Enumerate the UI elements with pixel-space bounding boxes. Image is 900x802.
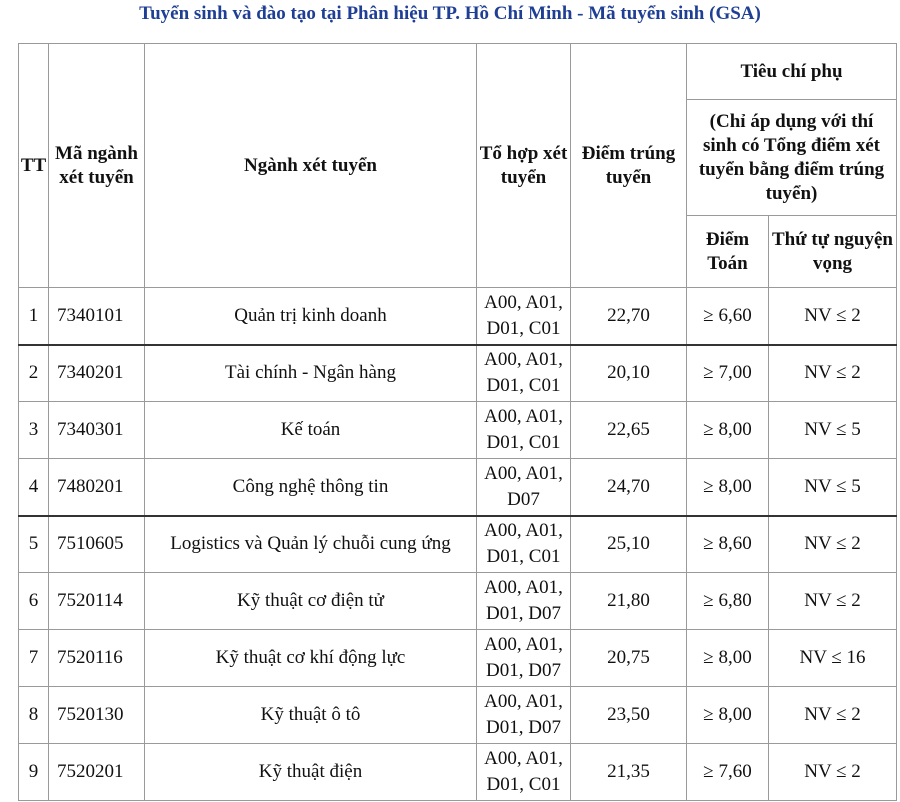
cell-math: ≥ 8,00 xyxy=(687,630,769,687)
cell-name: Tài chính - Ngân hàng xyxy=(145,345,477,402)
header-tt: TT xyxy=(19,44,49,288)
cell-score: 20,75 xyxy=(571,630,687,687)
combo-line: A00, A01, xyxy=(484,634,563,655)
cell-math: ≥ 8,00 xyxy=(687,402,769,459)
cell-tt: 7 xyxy=(19,630,49,687)
combo-line: D01, D07 xyxy=(486,717,561,738)
table-body xyxy=(19,288,897,801)
table-row xyxy=(19,744,897,801)
table-row xyxy=(19,516,897,573)
cell-tt: 3 xyxy=(19,402,49,459)
combo-line: D01, C01 xyxy=(486,546,561,568)
table-row xyxy=(19,573,897,630)
header-combo: Tổ hợp xét tuyển xyxy=(477,44,571,288)
cell-code: 7340101 xyxy=(49,288,145,345)
cell-combo xyxy=(477,744,571,801)
cell-combo xyxy=(477,516,571,573)
cell-score: 21,35 xyxy=(571,744,687,801)
cell-order: NV ≤ 2 xyxy=(769,516,897,573)
cell-order: NV ≤ 2 xyxy=(769,288,897,345)
cell-score: 23,50 xyxy=(571,687,687,744)
header-name: Ngành xét tuyển xyxy=(145,44,477,288)
cell-code: 7520130 xyxy=(49,687,145,744)
header-order: Thứ tự nguyện vọng xyxy=(769,216,897,288)
cell-combo xyxy=(477,687,571,744)
cell-name: Kỹ thuật cơ khí động lực xyxy=(145,630,477,687)
cell-combo xyxy=(477,345,571,402)
cell-tt: 8 xyxy=(19,687,49,744)
combo-line: D07 xyxy=(507,488,540,510)
cell-score: 21,80 xyxy=(571,573,687,630)
cell-math: ≥ 6,60 xyxy=(687,288,769,345)
admission-table xyxy=(18,43,897,801)
cell-combo xyxy=(477,288,571,345)
cell-combo xyxy=(477,459,571,516)
cell-score: 25,10 xyxy=(571,516,687,573)
cell-code: 7520114 xyxy=(49,573,145,630)
combo-line: D01, C01 xyxy=(486,317,561,339)
cell-combo xyxy=(477,573,571,630)
cell-score: 22,65 xyxy=(571,402,687,459)
table-row xyxy=(19,402,897,459)
cell-tt: 6 xyxy=(19,573,49,630)
combo-line: A00, A01, xyxy=(484,577,563,598)
cell-code: 7510605 xyxy=(49,516,145,573)
cell-code: 7520116 xyxy=(49,630,145,687)
combo-line: D01, C01 xyxy=(486,432,561,453)
cell-order: NV ≤ 16 xyxy=(769,630,897,687)
cell-score: 22,70 xyxy=(571,288,687,345)
header-score: Điểm trúng tuyển xyxy=(571,44,687,288)
cell-combo xyxy=(477,402,571,459)
header-sub-note: (Chỉ áp dụng với thí sinh có Tổng điểm xét tuyển bằng điểm trúng tuyển) xyxy=(687,100,897,216)
table-row xyxy=(19,459,897,516)
cell-name: Kỹ thuật ô tô xyxy=(145,687,477,744)
combo-line: A00, A01, xyxy=(484,520,563,542)
header-code: Mã ngành xét tuyển xyxy=(49,44,145,288)
combo-line: A00, A01, xyxy=(484,349,563,371)
combo-line: A00, A01, xyxy=(484,462,563,484)
cell-order: NV ≤ 5 xyxy=(769,402,897,459)
cell-math: ≥ 8,00 xyxy=(687,687,769,744)
cell-code: 7480201 xyxy=(49,459,145,516)
header-math: Điểm Toán xyxy=(687,216,769,288)
cell-name: Quản trị kinh doanh xyxy=(145,288,477,345)
table-header xyxy=(19,44,897,288)
cell-code: 7340201 xyxy=(49,345,145,402)
cell-tt: 9 xyxy=(19,744,49,801)
table-row xyxy=(19,630,897,687)
page-title: Tuyển sinh và đào tạo tại Phân hiệu TP. Hồ Chí Minh - Mã tuyển sinh (GSA) xyxy=(139,3,761,24)
cell-name: Kỹ thuật điện xyxy=(145,744,477,801)
cell-name: Kế toán xyxy=(145,402,477,459)
cell-order: NV ≤ 2 xyxy=(769,573,897,630)
cell-order: NV ≤ 5 xyxy=(769,459,897,516)
cell-code: 7520201 xyxy=(49,744,145,801)
cell-score: 20,10 xyxy=(571,345,687,402)
combo-line: D01, D07 xyxy=(486,660,561,681)
cell-name: Công nghệ thông tin xyxy=(145,459,477,516)
cell-math: ≥ 6,80 xyxy=(687,573,769,630)
cell-code: 7340301 xyxy=(49,402,145,459)
combo-line: D01, C01 xyxy=(486,375,561,397)
combo-line: A00, A01, xyxy=(484,406,563,427)
cell-combo xyxy=(477,630,571,687)
cell-tt: 1 xyxy=(19,288,49,345)
cell-name: Kỹ thuật cơ điện tử xyxy=(145,573,477,630)
cell-math: ≥ 8,60 xyxy=(687,516,769,573)
cell-math: ≥ 7,60 xyxy=(687,744,769,801)
table-row xyxy=(19,288,897,345)
cell-score: 24,70 xyxy=(571,459,687,516)
cell-order: NV ≤ 2 xyxy=(769,744,897,801)
combo-line: D01, C01 xyxy=(486,774,561,795)
combo-line: A00, A01, xyxy=(484,748,563,769)
cell-math: ≥ 8,00 xyxy=(687,459,769,516)
combo-line: A00, A01, xyxy=(484,691,563,712)
cell-tt: 2 xyxy=(19,345,49,402)
table-row xyxy=(19,687,897,744)
header-sub-criteria: Tiêu chí phụ xyxy=(687,44,897,100)
cell-order: NV ≤ 2 xyxy=(769,345,897,402)
cell-order: NV ≤ 2 xyxy=(769,687,897,744)
cell-math: ≥ 7,00 xyxy=(687,345,769,402)
combo-line: D01, D07 xyxy=(486,603,561,624)
table-row xyxy=(19,345,897,402)
cell-tt: 5 xyxy=(19,516,49,573)
combo-line: A00, A01, xyxy=(484,291,563,313)
cell-tt: 4 xyxy=(19,459,49,516)
cell-name: Logistics và Quản lý chuỗi cung ứng xyxy=(145,516,477,573)
